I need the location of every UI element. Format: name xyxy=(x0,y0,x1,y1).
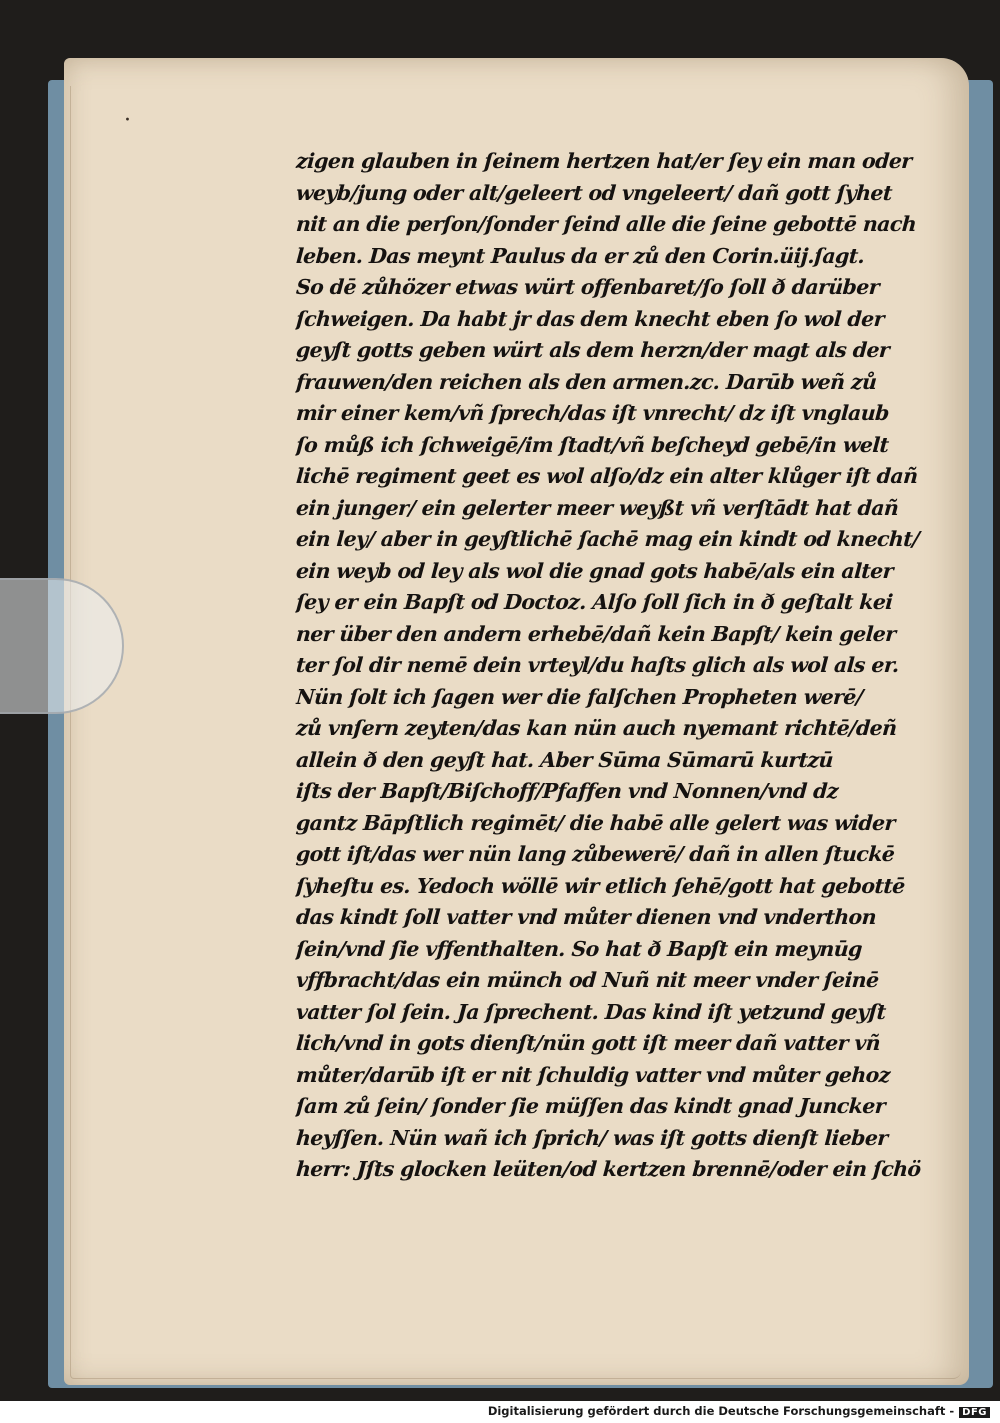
text-line: frauwen/den reichen als den armen.zc. Darūb weñ zů xyxy=(295,369,878,394)
text-line: geyſt gotts geben würt als dem herzn/der magt als der xyxy=(295,338,891,362)
text-line: das kindt ſoll vatter vnd můter dienen vnd vnderthon xyxy=(295,905,877,929)
footer-credit-text: Digitalisierung gefördert durch die Deutsche Forschungsgemeinschaft - xyxy=(487,1404,955,1418)
text-line: gott iſt/das wer nün lang zůbewerē/ dañ in allen ſtuckē xyxy=(295,842,896,866)
text-line: ner über den andern erhebē/dañ kein Bapſt/ kein geler xyxy=(295,621,897,646)
text-line: ein ley/ aber in geyſtlichē ſachē mag ein kindt od knecht/ xyxy=(295,527,920,551)
text-line: ſein/vnd ſie vffenthalten. So hat ð Bapſt ein meynūg xyxy=(295,936,863,961)
text-line: vatter ſol ſein. Ja ſprechent. Das kind iſt yetzund geyſt xyxy=(295,999,887,1024)
text-line: ſam zů ſein/ ſonder ſie müſſen das kindt gnad Juncker xyxy=(295,1094,886,1118)
text-line: zigen glauben in ſeinem hertzen hat/er ſey ein man oder xyxy=(295,149,913,173)
text-line: nit an die perſon/ſonder ſeind alle die ſeine gebottē nach xyxy=(295,212,917,236)
text-line: lich/vnd in gots dienſt/nün gott iſt meer dañ vatter vñ xyxy=(295,1031,881,1055)
corner-mark: · xyxy=(124,108,131,133)
text-line: Nün ſolt ich ſagen wer die falſchen Propheten werē/ xyxy=(295,684,864,709)
text-line: mir einer kem/vñ ſprech/das iſt vnrecht/ dz iſt vnglaub xyxy=(295,401,890,425)
text-line: So dē zůhözer etwas würt offenbaret/ſo ſoll ð darüber xyxy=(295,275,880,299)
text-line: můter/darūb iſt er nit ſchuldig vatter vnd můter gehoz xyxy=(295,1062,891,1087)
text-line: weyb/jung oder alt/geleert od vngeleert/ dañ gott ſyhet xyxy=(295,180,893,205)
text-line: zů vnſern zeyten/das kan nün auch nyemant richtē/deñ xyxy=(295,716,898,740)
text-line: leben. Das meynt Paulus da er zů den Corin.üij.ſagt. xyxy=(295,243,866,268)
text-line: vffbracht/das ein münch od Nuñ nit meer vnder ſeinē xyxy=(295,968,880,992)
text-line: allein ð den geyſt hat. Aber Sūma Sūmarū kurtzū xyxy=(295,747,834,772)
footer-bar xyxy=(0,1401,1000,1423)
text-line: iſts der Bapſt/Biſchoff/Pfaffen vnd Nonnen/vnd dz xyxy=(295,779,839,803)
dfg-logo: DFG xyxy=(959,1407,990,1418)
text-line: gantz Bāpſtlich regimēt/ die habē alle gelert was wider xyxy=(295,810,896,835)
text-line: ſo můß ich ſchweigē/im ſtadt/vñ beſcheyd gebē/in welt xyxy=(295,432,890,457)
text-line: ſchweigen. Da habt jr das dem knecht eben ſo wol der xyxy=(295,306,885,331)
text-line: herr: Jſts glocken leüten/od kertzen brennē/oder ein ſchö xyxy=(295,1157,922,1181)
text-line: heyſſen. Nün wañ ich ſprich/ was iſt gotts dienſt lieber xyxy=(295,1125,889,1150)
text-line: lichē regiment geet es wol alſo/dz ein alter klůger iſt dañ xyxy=(295,464,919,488)
text-line: ſey er ein Bapſt od Doctoz. Alſo ſoll ſich in ð geſtalt kei xyxy=(295,590,894,614)
footer-credit xyxy=(488,1404,990,1418)
page-text-block xyxy=(295,146,960,1181)
text-line: ter ſol dir nemē dein vrteyl/du haſts glich als wol als er. xyxy=(295,653,900,677)
text-line: ſyheſtu es. Yedoch wöllē wir etlich ſehē/gott hat gebottē xyxy=(295,873,906,898)
text-line: ein junger/ ein gelerter meer weyßt vñ verſtādt hat dañ xyxy=(295,495,900,520)
text-line: ein weyb od ley als wol die gnad gots habē/als ein alter xyxy=(295,558,894,583)
